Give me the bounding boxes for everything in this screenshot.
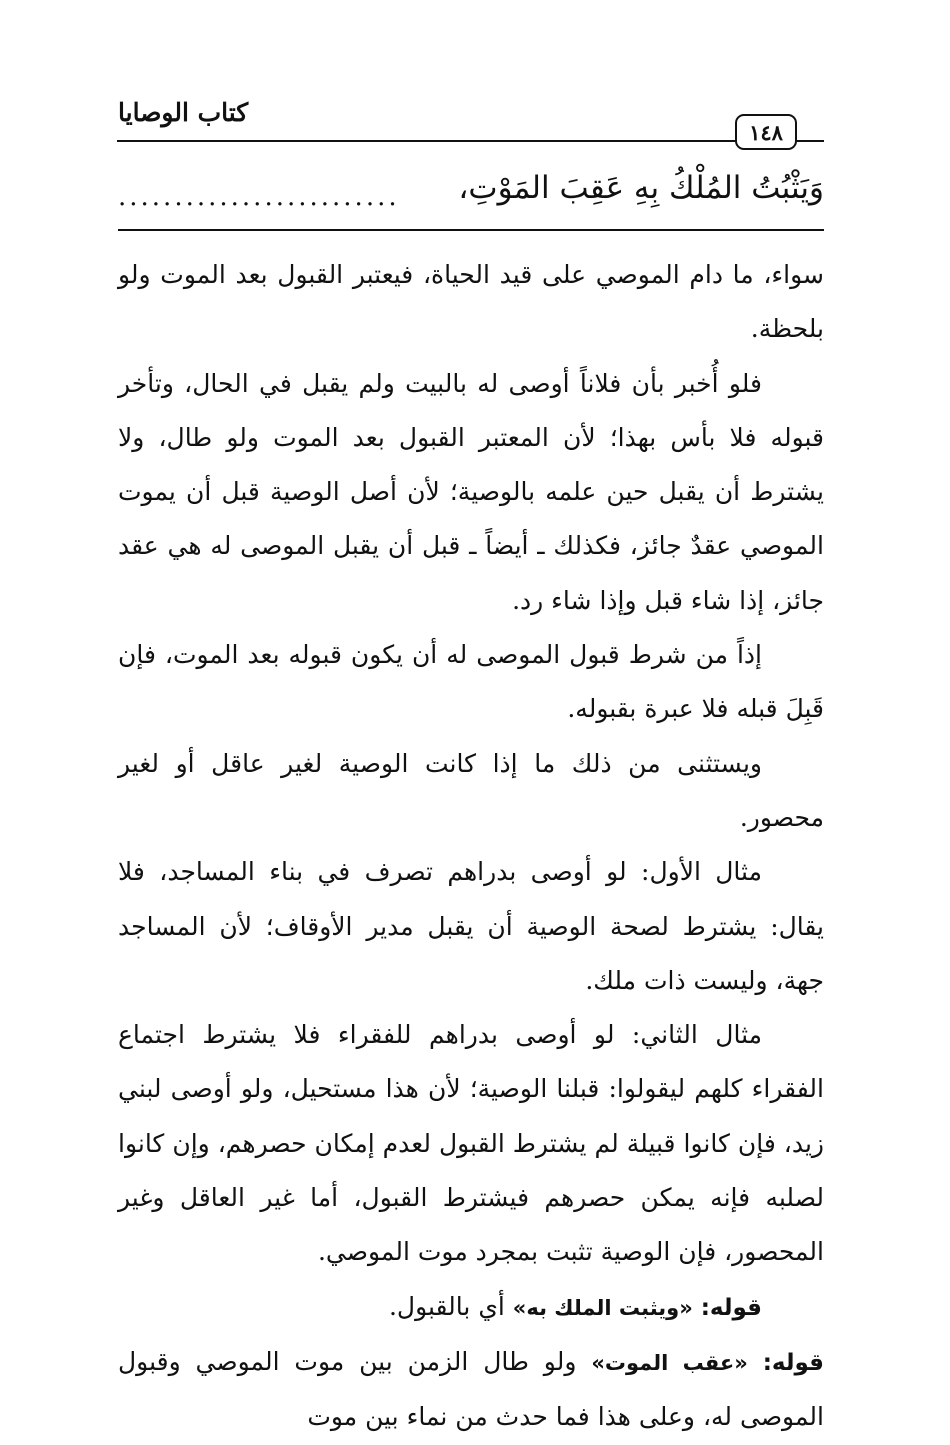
commentary-entry (118, 1335, 824, 1445)
commentary-label: قوله: (700, 1294, 762, 1321)
matn-quote: «عقب الموت» (591, 1350, 748, 1375)
page-number: ١٤٨ (735, 114, 797, 150)
matn-text: وَيَثْبُتُ المُلْكُ بِهِ عَقِبَ المَوْتِ، (458, 170, 824, 206)
commentary-entry (118, 1280, 824, 1335)
commentary-text: ولو طال الزمن بين موت الموصي وقبول الموصى له، وعلى هذا فما حدث من نماء بين موت (118, 1346, 824, 1432)
commentary-text: أي بالقبول. (388, 1291, 513, 1321)
commentary-label: قوله: (762, 1349, 824, 1376)
header-rule-end (796, 140, 824, 142)
paragraph: مثال الثاني: لو أوصى بدراهم للفقراء فلا يشترط اجتماع الفقراء كلهم ليقولوا: قبلنا الوصية؛ لأن هذا مستحيل، ولو أوصى لبني زيد، فإن كانوا قبيلة لم يشترط القبول لعدم إمكان حصرهم، وإن كانوا لصلبه فإنه يمكن حصرهم فيشترط القبول، أما غير العاقل وغير المحصور، فإن الوصية تثبت بمجرد موت الموصي. (118, 1020, 824, 1267)
book-title: كتاب الوصايا (118, 98, 249, 127)
section-rule (118, 229, 824, 231)
paragraph: فلو أُخبر بأن فلاناً أوصى له بالبيت ولم يقبل في الحال، وتأخر قبوله فلا بأس بهذا؛ لأن المعتبر القبول بعد الموت ولو طال، ولا يشترط أن يقبل حين علمه بالوصية؛ لأن أصل الوصية قبل أن يموت الموصي عقدٌ جائز، فكذلك ـ أيضاً ـ قبل أن يقبل الموصى له هي عقد جائز، إذا شاء قبل وإذا شاء رد. (118, 368, 824, 615)
paragraph: سواء، ما دام الموصي على قيد الحياة، فيعتبر القبول بعد الموت ولو بلحظة. (118, 260, 824, 344)
paragraph: مثال الأول: لو أوصى بدراهم تصرف في بناء المساجد، فلا يقال: يشترط لصحة الوصية أن يقبل مدير الأوقاف؛ لأن المساجد جهة، وليست ذات ملك. (118, 857, 824, 995)
matn-dots: ......................... (118, 182, 400, 212)
matn-quote: «ويثبت الملك به» (512, 1295, 693, 1320)
commentary-body (118, 248, 824, 1445)
paragraph: إذاً من شرط قبول الموصى له أن يكون قبوله بعد الموت، فإن قَبِلَ قبله فلا عبرة بقبوله. (118, 640, 824, 724)
header-rule (117, 140, 737, 142)
paragraph: ويستثنى من ذلك ما إذا كانت الوصية لغير عاقل أو لغير محصور. (118, 748, 824, 832)
